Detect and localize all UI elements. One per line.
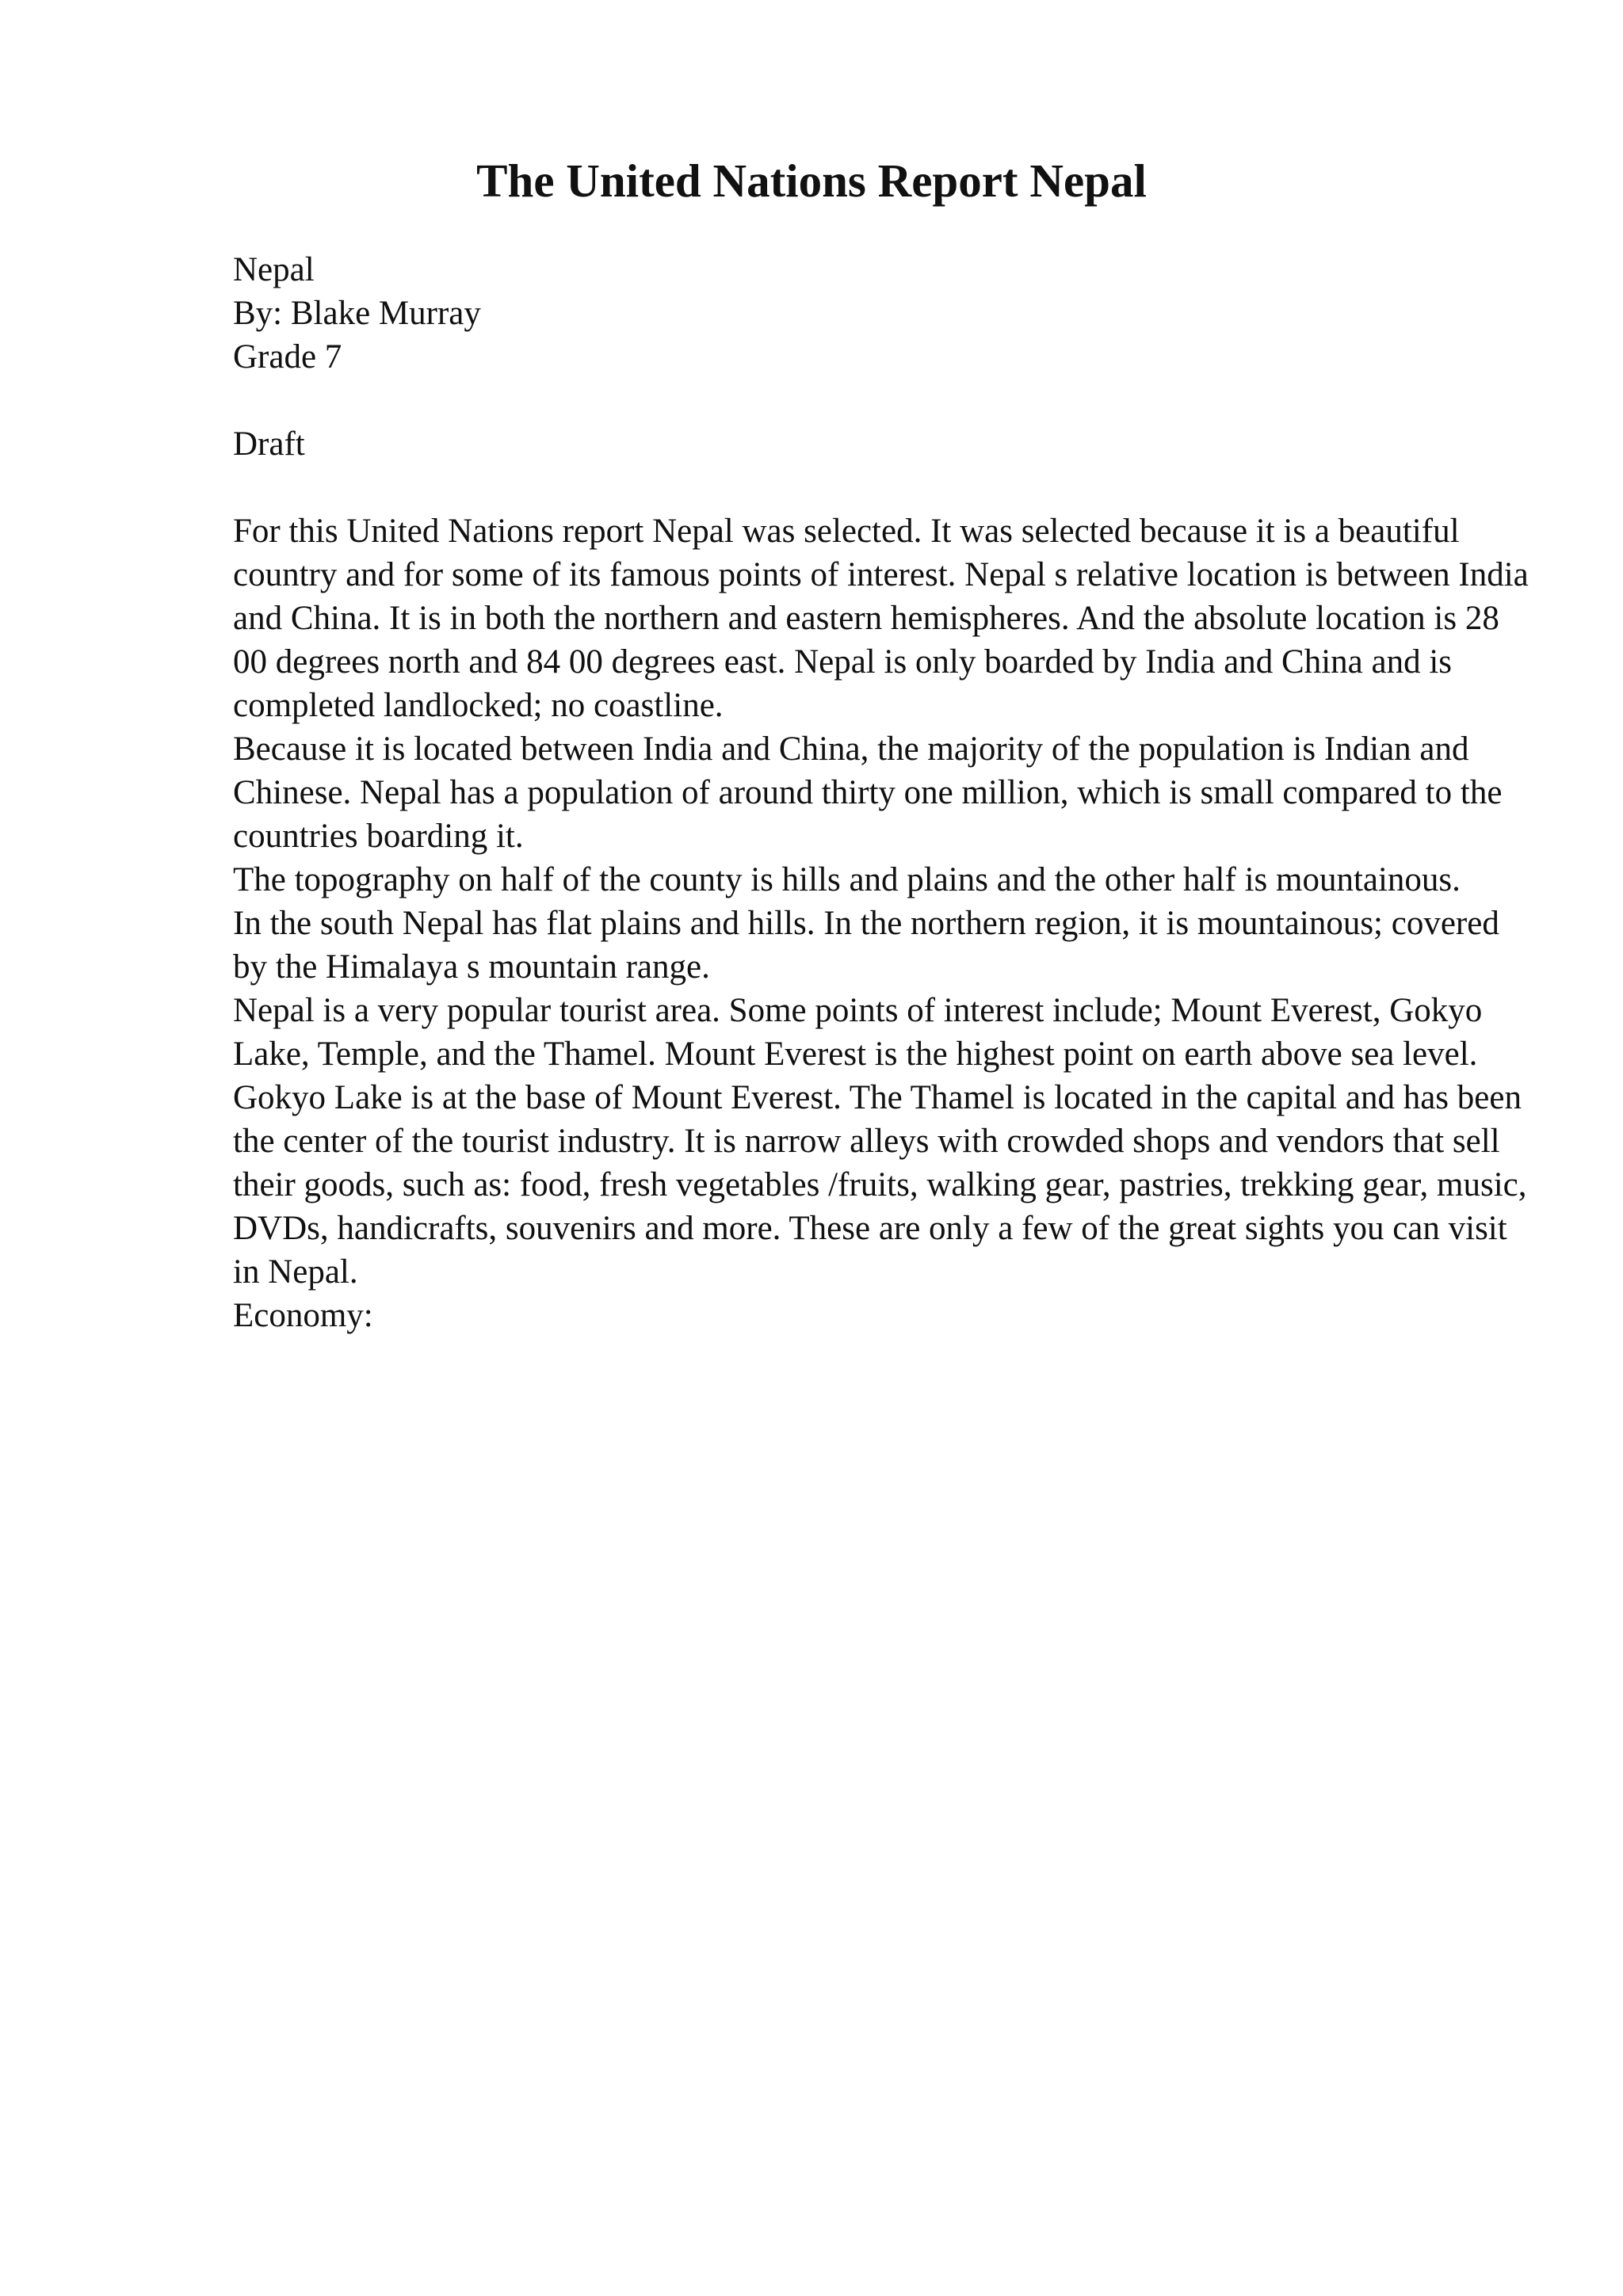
document-body — [233, 248, 1533, 1337]
paragraph-regions: In the south Nepal has flat plains and hills. In the northern region, it is mountainous; covered by the Himalaya s mountain range. — [233, 905, 1499, 986]
document-title: The United Nations Report Nepal — [476, 154, 1147, 207]
paragraph-population: Because it is located between India and China, the majority of the population is Indian and Chinese. Nepal has a population of around thirty one million, which is small compared to the countries boarding it. — [233, 730, 1503, 855]
header-line-country: Nepal — [233, 251, 315, 288]
blank-line — [233, 379, 1533, 422]
paragraph-topography: The topography on half of the county is hills and plains and the other half is mountainous. — [233, 861, 1461, 898]
paragraph-tourism: Nepal is a very popular tourist area. Some points of interest include; Mount Everest, Gokyo Lake, Temple, and the Thamel. Mount Everest is the highest point on earth above sea level. Gokyo Lake is at the base of Mount Everest. The Thamel is located in the capital and has been the center of the tourist industry. It is narrow alleys with crowded shops and vendors that sell their goods, such as: food, fresh vegetables /fruits, walking gear, pastries, trekking gear, music, DVDs, handicrafts, souvenirs and more. These are only a few of the great sights you can visit in Nepal. — [233, 992, 1527, 1291]
draft-label: Draft — [233, 425, 305, 463]
header-line-grade: Grade 7 — [233, 338, 342, 376]
blank-line — [233, 466, 1533, 509]
header-line-author: By: Blake Murray — [233, 295, 481, 332]
paragraph-location: For this United Nations report Nepal was selected. It was selected because it is a beautiful country and for some of its famous points of interest. Nepal s relative location is between India and China. It is in both the northern and eastern hemispheres. And the absolute location is 28 00 degrees north and 84 00 degrees east. Nepal is only boarded by India and China and is completed landlocked; no coastline. — [233, 513, 1529, 724]
economy-heading: Economy: — [233, 1297, 373, 1334]
